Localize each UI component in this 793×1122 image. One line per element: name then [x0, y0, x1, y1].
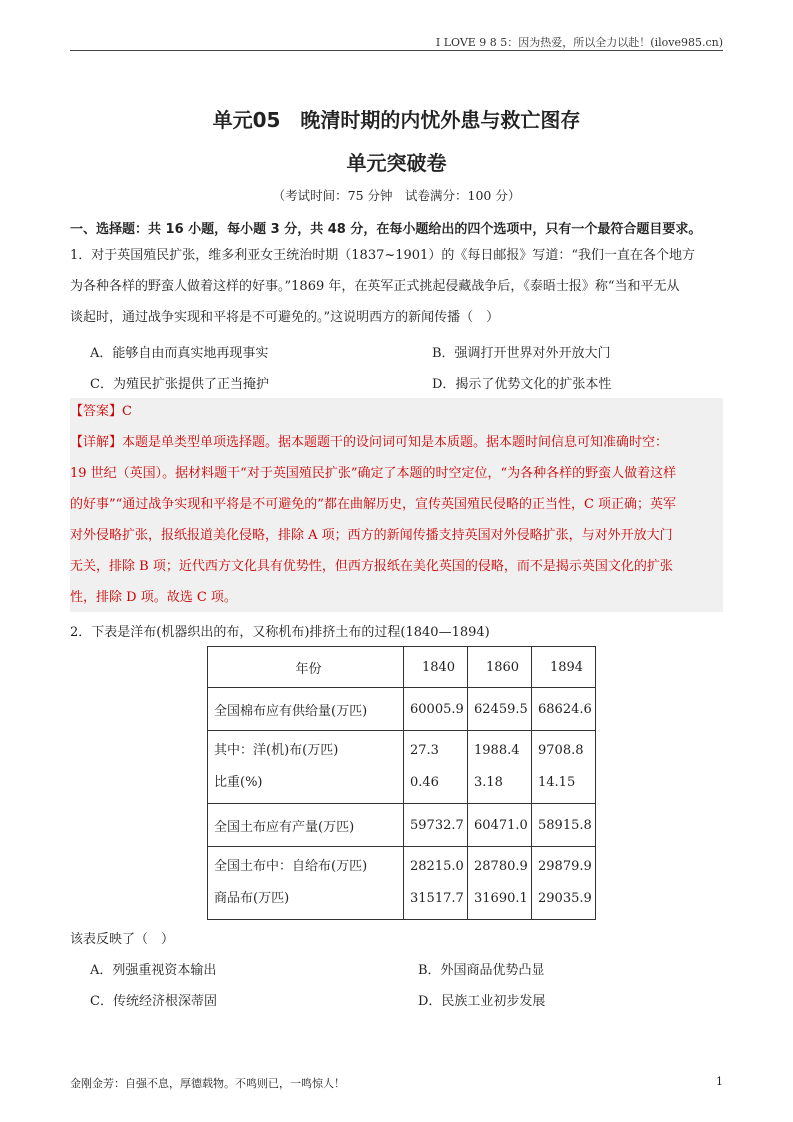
table-header-cell: 1860: [468, 647, 532, 688]
cell-line: 28215.0: [410, 859, 464, 874]
table-cell: [468, 847, 532, 920]
cell-line: 9708.8: [538, 743, 584, 758]
q2-option-c[interactable]: C．传统经济根深蒂固: [90, 994, 217, 1009]
table-header-cell: 年份: [208, 647, 404, 688]
table-cell: [404, 847, 468, 920]
table-cell: 60471.0: [468, 804, 532, 847]
q1-answer-block: [70, 396, 723, 613]
page-number: 1: [716, 1075, 723, 1088]
table-cell: [404, 731, 468, 804]
q1-stem-line: 谈起时，通过战争实现和平将是不可避免的。”这说明西方的新闻传播（ ）: [70, 310, 500, 325]
q2-option-a[interactable]: A．列强重视资本输出: [90, 963, 217, 978]
table-cell: 全国棉布应有供给量(万匹): [208, 688, 404, 731]
table-header-row: [208, 647, 596, 688]
cell-line: 比重(%): [214, 775, 263, 790]
cell-line: 31517.7: [410, 891, 464, 906]
table-cell: [208, 847, 404, 920]
table-cell: [468, 731, 532, 804]
table-row: [208, 804, 596, 847]
cell-line: 商品布(万匹): [214, 891, 290, 906]
table-cell: [532, 847, 596, 920]
cell-line: 0.46: [410, 775, 439, 790]
cell-line: 1988.4: [474, 743, 520, 758]
table-cell: [532, 731, 596, 804]
q1-stem-line: 为各种各样的野蛮人做着这样的好事。”1869 年，在英军正式挑起侵藏战争后，《泰晤士报》称“当和平无从: [70, 279, 680, 294]
page-title: 单元05 晚清时期的内忧外患与救亡图存: [212, 108, 581, 132]
table-cell: [208, 731, 404, 804]
q2-option-b[interactable]: B．外国商品优势凸显: [418, 963, 545, 978]
q1-detail-line: 无关，排除 B 项；近代西方文化具有优势性，但西方报纸在美化英国的侵略，而不是揭示英国文化的扩张: [70, 559, 673, 574]
table-row: [208, 688, 596, 731]
table-cell: 68624.6: [532, 688, 596, 731]
q1-detail-line: 19 世纪（英国）。据材料题干“对于英国殖民扩张”确定了本题的时空定位，“为各种各样的野蛮人做着这样: [70, 466, 677, 481]
q1-answer: 【答案】C: [70, 404, 132, 419]
cell-line: 29879.9: [538, 859, 592, 874]
q1-option-a[interactable]: A．能够自由而真实地再现事实: [90, 346, 269, 361]
q1-stem-line: 1．对于英国殖民扩张，维多利亚女王统治时期（1837~1901）的《每日邮报》写道：“我们一直在各个地方: [70, 248, 695, 263]
q2-option-d[interactable]: D．民族工业初步发展: [418, 994, 546, 1009]
question-1: [70, 240, 723, 333]
table-row: [208, 731, 596, 804]
q1-detail-line: 的好事”“通过战争实现和平将是不可避免的”都在曲解历史，宣传英国殖民侵略的正当性，C 项正确；英军: [70, 497, 677, 512]
cell-line: 28780.9: [474, 859, 528, 874]
page-header-text: I LOVE 9 8 5：因为热爱，所以全力以赴！(ilove985.cn): [435, 36, 723, 49]
table-header-cell: 1840: [404, 647, 468, 688]
table-header-cell: 1894: [532, 647, 596, 688]
q1-option-c[interactable]: C．为殖民扩张提供了正当掩护: [90, 377, 269, 392]
table-cell: 59732.7: [404, 804, 468, 847]
data-table: [207, 646, 596, 920]
q2-stem: 2．下表是洋布(机器织出的布，又称机布)排挤土布的过程(1840—1894): [70, 625, 490, 640]
page-subtitle: 单元突破卷: [346, 151, 447, 175]
cell-line: 31690.1: [474, 891, 528, 906]
q1-option-d[interactable]: D．揭示了优势文化的扩张本性: [432, 377, 612, 392]
cell-line: 全国土布中：自给布(万匹): [214, 859, 368, 874]
header-divider: [70, 50, 723, 51]
q1-detail-line: 【详解】本题是单类型单项选择题。据本题题干的设问词可知是本质题。据本题时间信息可知准确时空：: [70, 435, 669, 450]
footer-motto: 金刚金芳：自强不息，厚德载物。不鸣则已，一鸣惊人！: [70, 1077, 345, 1090]
table-cell: 60005.9: [404, 688, 468, 731]
table-cell: 62459.5: [468, 688, 532, 731]
section-heading: 一、选择题：共 16 小题，每小题 3 分，共 48 分，在每小题给出的四个选项中，只有一个最符合题目要求。: [70, 222, 702, 237]
cell-line: 14.15: [538, 775, 576, 790]
q1-option-b[interactable]: B．强调打开世界对外开放大门: [432, 346, 611, 361]
q1-detail-line: 性，排除 D 项。故选 C 项。: [70, 590, 237, 605]
exam-info: （考试时间：75 分钟 试卷满分：100 分）: [272, 188, 521, 203]
cell-line: 3.18: [474, 775, 503, 790]
cell-line: 29035.9: [538, 891, 592, 906]
table-cell: 全国土布应有产量(万匹): [208, 804, 404, 847]
q1-detail-line: 对外侵略扩张，报纸报道美化侵略，排除 A 项；西方的新闻传播支持英国对外侵略扩张，与对外开放大门: [70, 528, 673, 543]
table-cell: 58915.8: [532, 804, 596, 847]
q2-question: 该表反映了（ ）: [70, 932, 175, 947]
table-row: [208, 847, 596, 920]
cell-line: 27.3: [410, 743, 439, 758]
cell-line: 其中：洋(机)布(万匹): [214, 743, 339, 758]
